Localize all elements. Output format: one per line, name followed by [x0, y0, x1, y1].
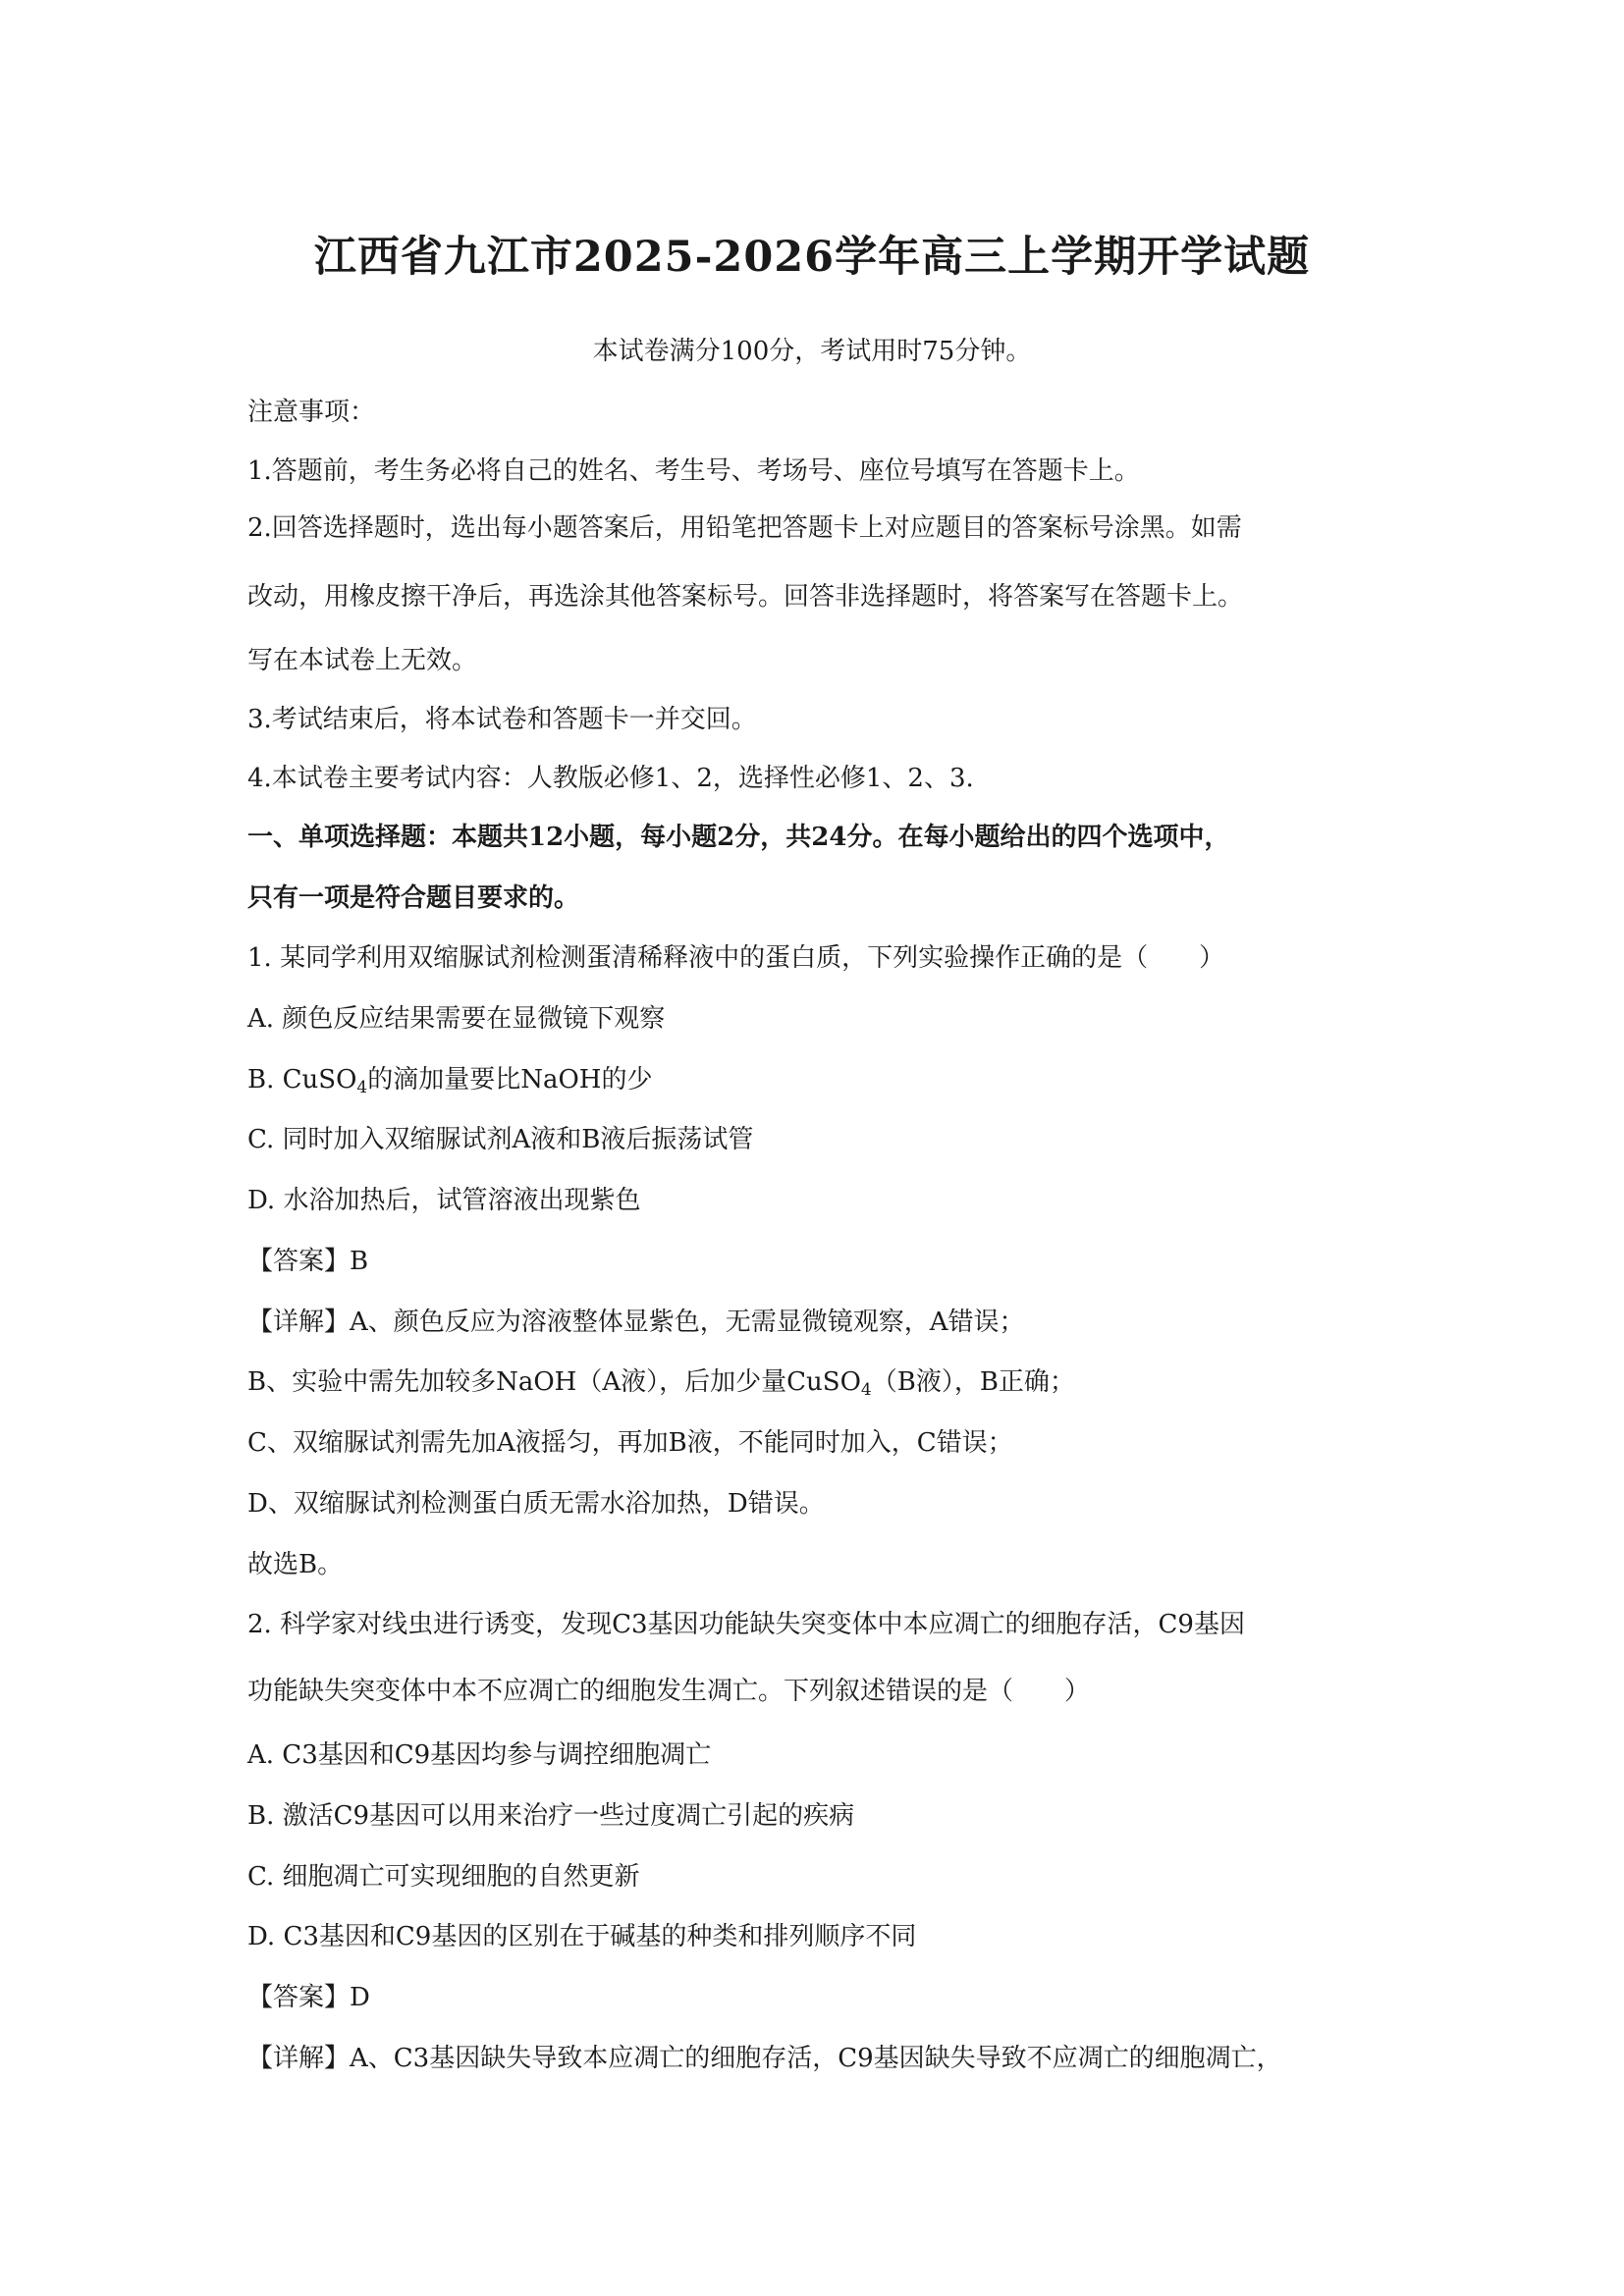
question-2-option-a: A. C3基因和C9基因均参与调控细胞凋亡: [247, 1740, 712, 1770]
question-2-option-b: B. 激活C9基因可以用来治疗一些过度凋亡引起的疾病: [247, 1801, 855, 1831]
option-b-text: B. CuSO: [247, 1065, 357, 1095]
question-1-option-c: C. 同时加入双缩脲试剂A液和B液后振荡试管: [247, 1125, 754, 1154]
question-1-option-b: [247, 1062, 652, 1100]
question-1-detail-a: 【详解】A、颜色反应为溶液整体显紫色，无需显微镜观察，A错误；: [247, 1308, 1025, 1337]
detail-b-text: B、实验中需先加较多NaOH（A液），后加少量CuSO: [247, 1367, 861, 1397]
notice-item-3: 3.考试结束后，将本试卷和答题卡一并交回。: [247, 705, 757, 734]
notice-item-4: 4.本试卷主要考试内容：人教版必修1、2，选择性必修1、2、3.: [247, 764, 974, 793]
subscript: 4: [356, 1078, 368, 1097]
question-1-option-a: A. 颜色反应结果需要在显微镜下观察: [247, 1004, 666, 1034]
question-2-option-d: D. C3基因和C9基因的区别在于碱基的种类和排列顺序不同: [247, 1922, 917, 1951]
section-heading: 一、单项选择题：本题共12小题，每小题2分，共24分。在每小题给出的四个选项中，: [247, 823, 1230, 852]
question-2-stem-cont: 功能缺失突变体中本不应凋亡的细胞发生凋亡。下列叙述错误的是（ ）: [247, 1677, 1091, 1706]
question-2-stem: 2. 科学家对线虫进行诱变，发现C3基因功能缺失突变体中本应凋亡的细胞存活，C9基因: [247, 1610, 1245, 1639]
detail-b-text-end: （B液），B正确；: [871, 1367, 1075, 1397]
question-1-stem: 1. 某同学利用双缩脲试剂检测蛋清稀释液中的蛋白质，下列实验操作正确的是（ ）: [247, 943, 1225, 973]
section-heading-cont: 只有一项是符合题目要求的。: [247, 883, 580, 913]
exam-info: 本试卷满分100分，考试用时75分钟。: [592, 337, 1032, 366]
question-1-detail-d: D、双缩脲试剂检测蛋白质无需水浴加热，D错误。: [247, 1489, 825, 1519]
question-2-answer: 【答案】D: [247, 1983, 370, 2012]
notice-item-2: 2.回答选择题时，选出每小题答案后，用铅笔把答题卡上对应题目的答案标号涂黑。如需: [247, 513, 1242, 543]
notice-item-2-end: 写在本试卷上无效。: [247, 646, 478, 675]
question-1-conclusion: 故选B。: [247, 1550, 344, 1579]
question-1-detail-b: [247, 1364, 1075, 1403]
subscript: 4: [860, 1380, 872, 1400]
notice-item-2-cont: 改动，用橡皮擦干净后，再选涂其他答案标号。回答非选择题时，将答案写在答题卡上。: [247, 582, 1244, 612]
question-1-detail-c: C、双缩脲试剂需先加A液摇匀，再加B液，不能同时加入，C错误；: [247, 1428, 1013, 1458]
question-2-detail-a: 【详解】A、C3基因缺失导致本应凋亡的细胞存活，C9基因缺失导致不应凋亡的细胞凋亡，: [247, 2044, 1282, 2073]
question-2-option-c: C. 细胞凋亡可实现细胞的自然更新: [247, 1862, 640, 1892]
notice-heading: 注意事项：: [247, 398, 376, 427]
question-1-answer: 【答案】B: [247, 1247, 369, 1276]
notice-item-1: 1.答题前，考生务必将自己的姓名、考生号、考场号、座位号填写在答题卡上。: [247, 456, 1140, 486]
option-b-text-end: 的滴加量要比NaOH的少: [367, 1065, 653, 1095]
page-title: 江西省九江市2025-2026学年高三上学期开学试题: [313, 233, 1311, 282]
question-1-option-d: D. 水浴加热后，试管溶液出现紫色: [247, 1186, 641, 1215]
